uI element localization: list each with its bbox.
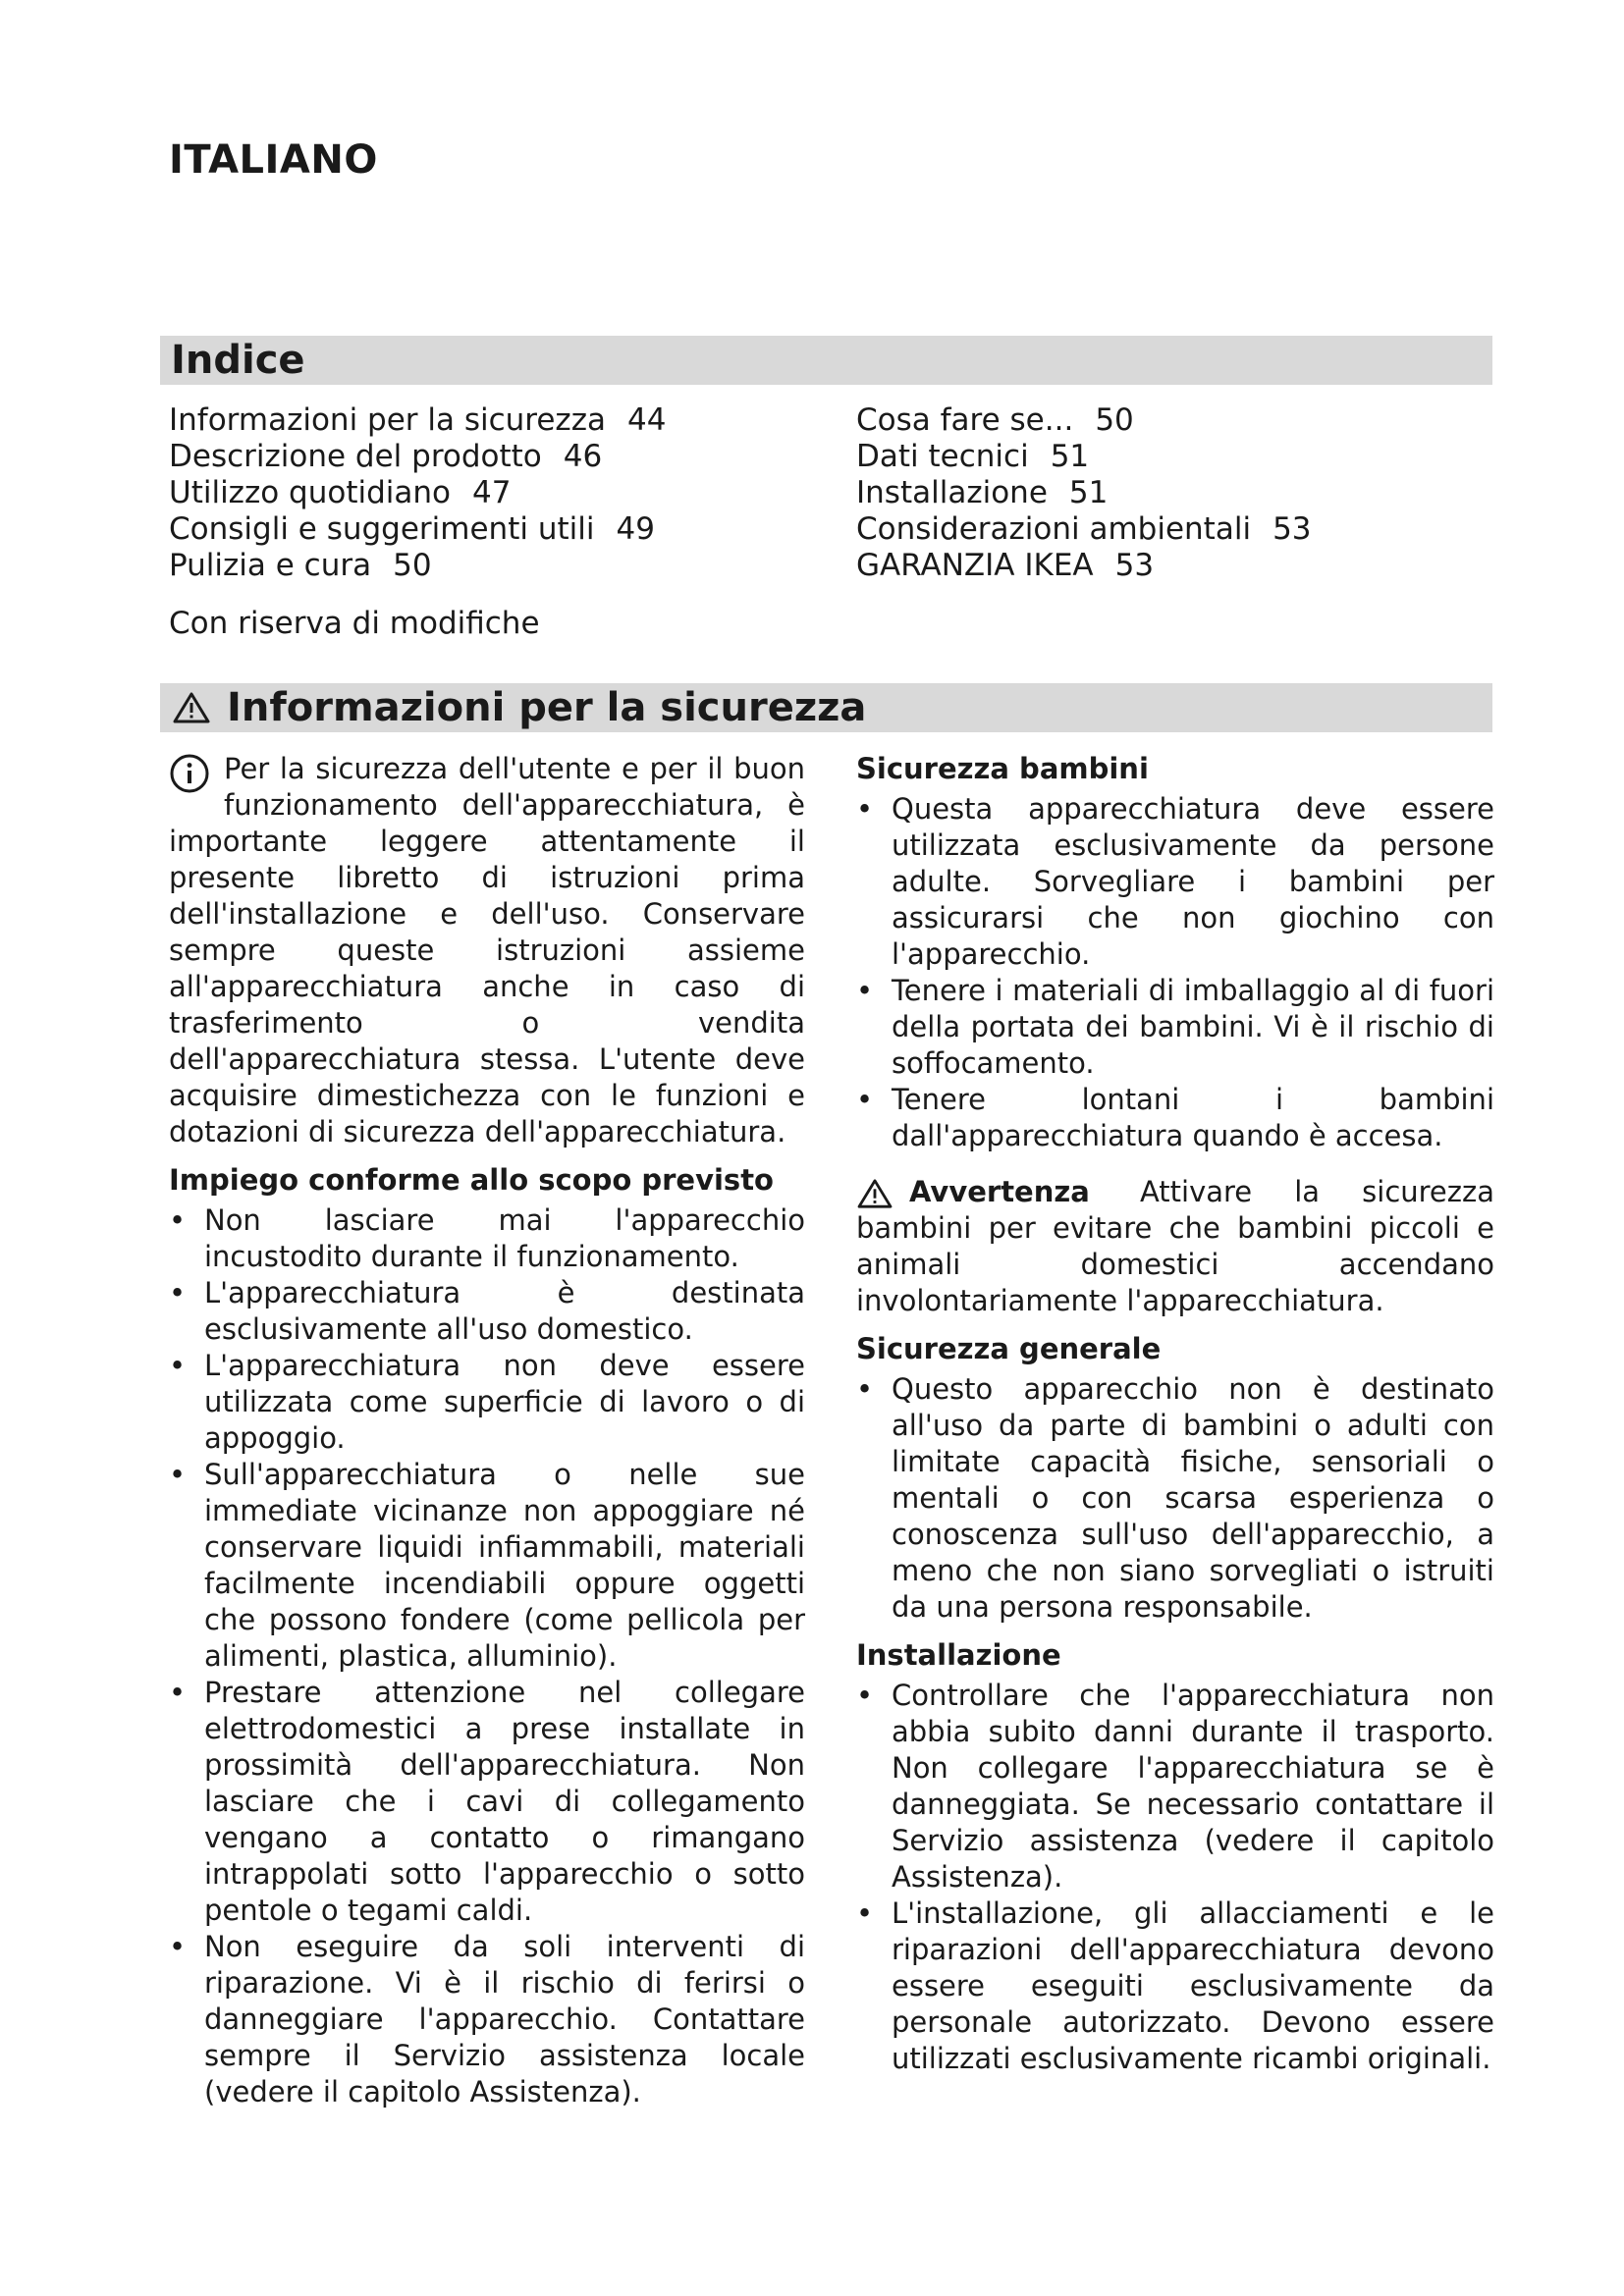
safety-right-column — [856, 751, 1494, 2077]
toc-entry-label: Consigli e suggerimenti utili — [169, 511, 595, 547]
toc-entry-page: 46 — [563, 439, 603, 474]
toc-entry-label: Pulizia e cura — [169, 548, 372, 583]
toc-entry[interactable] — [856, 475, 1312, 511]
toc-entry[interactable] — [856, 439, 1312, 475]
child-safety-warning — [856, 1174, 1494, 1319]
info-icon — [169, 753, 210, 794]
toc-right-column — [856, 402, 1312, 584]
list-item: • Sull'apparecchiatura o nelle sue immediate vicinanze non appoggiare né conservare liquidi infiammabili, materiali facilmente incendiabili oppure oggetti che possono fondere (come pellicola per alimenti, plastica, alluminio). — [169, 1457, 805, 1675]
warning-label: Avvertenza — [909, 1175, 1090, 1208]
toc-entry[interactable] — [169, 511, 666, 548]
toc-entry[interactable] — [169, 439, 666, 475]
toc-entry-label: GARANZIA IKEA — [856, 548, 1094, 583]
index-section-bar — [160, 336, 1492, 385]
warning-triangle-icon — [172, 691, 211, 724]
list-item: • Controllare che l'apparecchiatura non abbia subito danni durante il trasporto. Non collegare l'apparecchiatura se è danneggiata. Se necessario contattare il Servizio assistenza (vedere il capitolo Assistenza). — [856, 1678, 1494, 1896]
warning-triangle-icon — [856, 1178, 893, 1209]
toc-entry-page: 47 — [472, 475, 512, 510]
toc-entry[interactable] — [856, 511, 1312, 548]
child-safety-title: Sicurezza bambini — [856, 752, 1149, 785]
list-item: • L'apparecchiatura è destinata esclusivamente all'uso domestico. — [169, 1275, 805, 1348]
toc-entry[interactable] — [856, 548, 1312, 584]
list-item: • Non eseguire da soli interventi di riparazione. Vi è il rischio di ferirsi o danneggiare l'apparecchio. Contattare sempre il Servizio assistenza locale (vedere il capitolo Assistenza). — [169, 1929, 805, 2110]
installation-title: Installazione — [856, 1638, 1061, 1672]
list-item: • Questa apparecchiatura deve essere utilizzata esclusivamente da persone adulte. Sorvegliare i bambini per assicurarsi che non giochino con l'apparecchio. — [856, 791, 1494, 973]
language-heading: ITALIANO — [169, 137, 378, 183]
intended-use-list — [169, 1202, 805, 2110]
list-item: • Prestare attenzione nel collegare elettrodomestici a prese installate in prossimità dell'apparecchiatura. Non lasciare che i cavi di collegamento vengano a contatto o rimangano intrappolati sotto l'apparecchio o sotto pentole o tegami caldi. — [169, 1675, 805, 1929]
toc-entry[interactable] — [169, 402, 666, 439]
general-safety-title: Sicurezza generale — [856, 1332, 1162, 1365]
toc-entry[interactable] — [169, 475, 666, 511]
list-item: • L'installazione, gli allacciamenti e le riparazioni dell'apparecchiatura devono essere eseguiti esclusivamente da personale autorizzato. Devono essere utilizzati esclusivamente ricambi originali. — [856, 1896, 1494, 2077]
list-item: • L'apparecchiatura non deve essere utilizzata come superficie di lavoro o di appoggio. — [169, 1348, 805, 1457]
toc-entry-label: Descrizione del prodotto — [169, 439, 542, 474]
warning-text: Attivare la sicurezza bambini per evitare che bambini piccoli e animali domestici accendano involontariamente l'apparecchiatura. — [856, 1175, 1494, 1317]
toc-entry-page: 44 — [626, 402, 667, 438]
toc-entry-label: Dati tecnici — [856, 439, 1029, 474]
safety-intro-text: Per la sicurezza dell'utente e per il buon funzionamento dell'apparecchiatura, è importante leggere attentamente il presente libretto di istruzioni prima dell'installazione e dell'uso. Conservare sempre queste istruzioni assieme all'apparecchiatura anche in caso di trasferimento o vendita dell'apparecchiatura stessa. L'utente deve acquisire dimestichezza con le funzioni e dotazioni di sicurezza dell'apparecchiatura. — [169, 752, 805, 1148]
toc-entry-label: Informazioni per la sicurezza — [169, 402, 606, 438]
toc-entry-page: 50 — [393, 548, 432, 583]
toc-entry-label: Utilizzo quotidiano — [169, 475, 452, 510]
toc-entry-page: 50 — [1095, 402, 1134, 438]
safety-title: Informazioni per la sicurezza — [227, 685, 867, 730]
toc-entry[interactable] — [856, 402, 1312, 439]
modification-note: Con riserva di modifiche — [169, 606, 540, 641]
toc-entry-label: Considerazioni ambientali — [856, 511, 1252, 547]
toc-entry-page: 49 — [616, 511, 655, 547]
toc-entry-page: 51 — [1068, 475, 1109, 510]
list-item: • Questo apparecchio non è destinato all'uso da parte di bambini o adulti con limitate capacità fisiche, sensoriali o mentali o con scarsa esperienza o conoscenza sull'uso dell'apparecchio, a meno che non siano sorvegliati o istruiti da una persona responsabile. — [856, 1371, 1494, 1626]
toc-entry-label: Installazione — [856, 475, 1048, 510]
toc-entry[interactable] — [169, 548, 666, 584]
installation-list — [856, 1678, 1494, 2077]
toc-entry-label: Cosa fare se... — [856, 402, 1074, 438]
index-title: Indice — [171, 338, 305, 383]
list-item: • Non lasciare mai l'apparecchio incustodito durante il funzionamento. — [169, 1202, 805, 1275]
list-item: • Tenere lontani i bambini dall'apparecchiatura quando è accesa. — [856, 1082, 1494, 1154]
toc-left-column — [169, 402, 666, 584]
general-safety-list — [856, 1371, 1494, 1626]
safety-left-column — [169, 751, 805, 2110]
toc-entry-page: 53 — [1114, 548, 1155, 583]
toc-entry-page: 53 — [1272, 511, 1312, 547]
safety-intro — [169, 751, 805, 1150]
list-item: • Tenere i materiali di imballaggio al di fuori della portata dei bambini. Vi è il rischio di soffocamento. — [856, 973, 1494, 1082]
child-safety-list — [856, 791, 1494, 1154]
intended-use-title: Impiego conforme allo scopo previsto — [169, 1163, 774, 1197]
toc-entry-page: 51 — [1050, 439, 1090, 474]
safety-section-bar — [160, 683, 1492, 732]
